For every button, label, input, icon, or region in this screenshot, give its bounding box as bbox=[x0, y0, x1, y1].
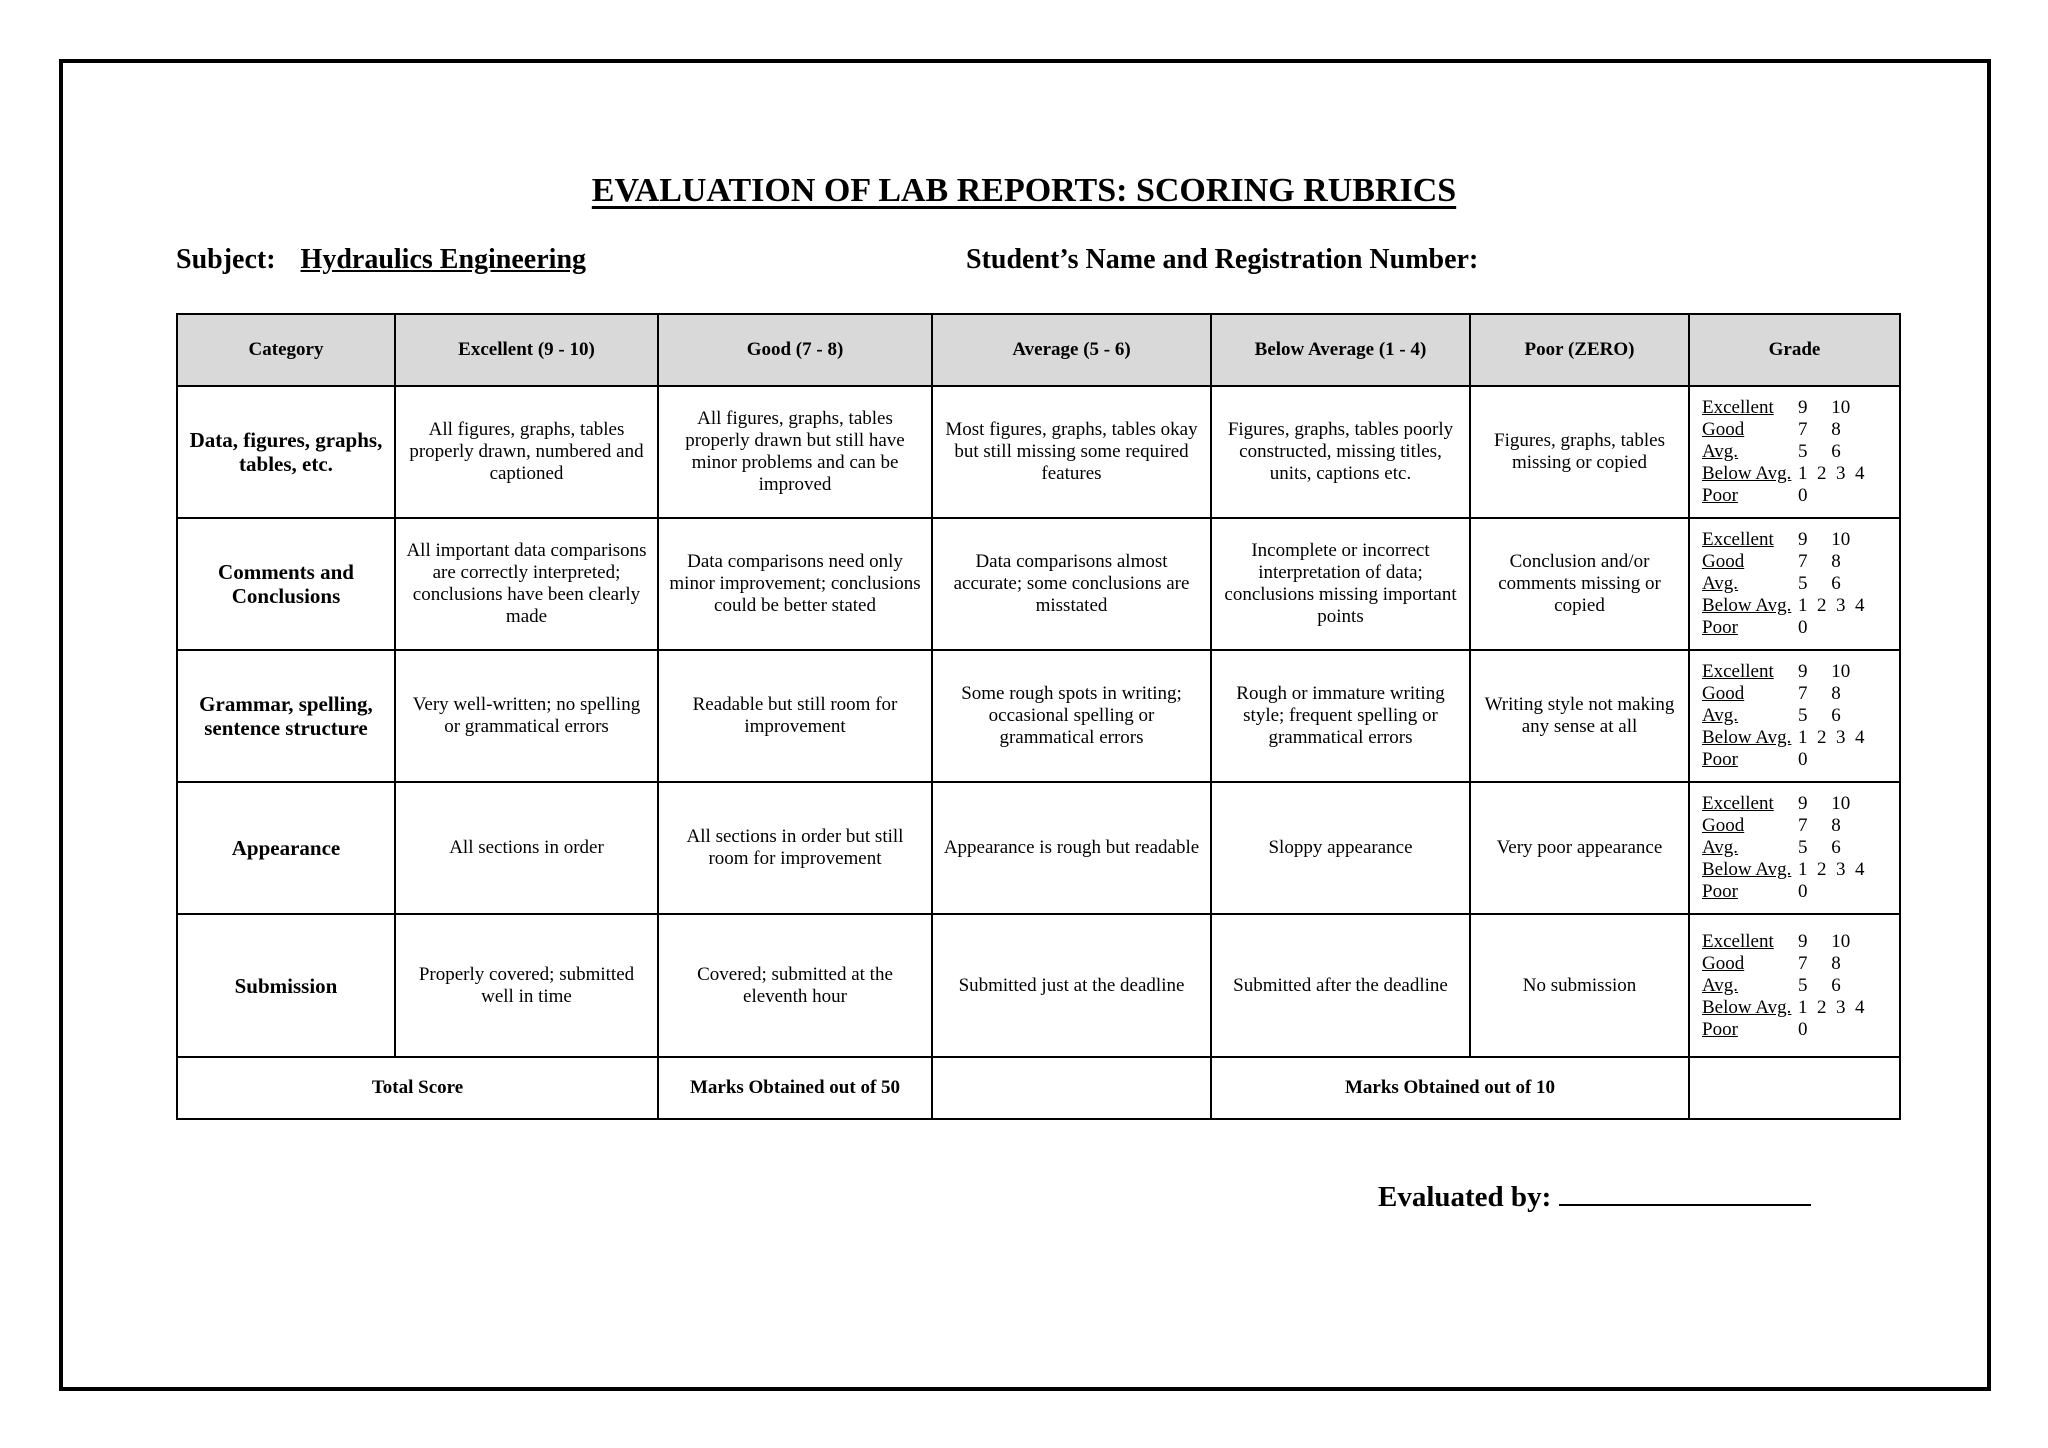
grade-scale-values: 9 10 bbox=[1798, 793, 1851, 814]
total-row bbox=[177, 1057, 1900, 1119]
grade-scale-line bbox=[1702, 1019, 1893, 1041]
header-good: Good (7 - 8) bbox=[658, 314, 932, 386]
grade-cell[interactable] bbox=[1689, 518, 1900, 650]
subject-line bbox=[176, 244, 586, 276]
marks-out-of-10-field[interactable] bbox=[1689, 1057, 1900, 1119]
subject-value: Hydraulics Engineering bbox=[300, 244, 587, 275]
grade-scale-label: Excellent bbox=[1702, 661, 1774, 682]
grade-scale-values: 7 8 bbox=[1798, 419, 1841, 440]
below-average-cell: Rough or immature writing style; frequent spelling or grammatical errors bbox=[1211, 650, 1470, 782]
header-category: Category bbox=[177, 314, 395, 386]
grade-scale-line bbox=[1702, 859, 1893, 881]
grade-scale-line bbox=[1702, 485, 1893, 507]
grade-scale-line bbox=[1702, 683, 1893, 705]
grade-scale-line bbox=[1702, 931, 1893, 953]
good-cell: Readable but still room for improvement bbox=[658, 650, 932, 782]
table-row bbox=[177, 518, 1900, 650]
grade-cell[interactable] bbox=[1689, 914, 1900, 1057]
header-below-average: Below Average (1 - 4) bbox=[1211, 314, 1470, 386]
grade-scale-label: Avg. bbox=[1702, 573, 1739, 594]
grade-scale-values: 1 2 3 4 bbox=[1798, 727, 1865, 748]
grade-scale-values: 1 2 3 4 bbox=[1798, 996, 1865, 1018]
grade-scale-values: 0 bbox=[1798, 881, 1808, 902]
category-cell: Appearance bbox=[177, 782, 395, 914]
table-row bbox=[177, 386, 1900, 518]
category-cell: Comments and Conclusions bbox=[177, 518, 395, 650]
below-average-cell: Sloppy appearance bbox=[1211, 782, 1470, 914]
poor-cell: Conclusion and/or comments missing or copied bbox=[1470, 518, 1689, 650]
marks-out-of-10-label: Marks Obtained out of 10 bbox=[1211, 1057, 1689, 1119]
grade-scale-values: 5 6 bbox=[1798, 705, 1841, 726]
grade-scale-line bbox=[1702, 529, 1893, 551]
header-excellent: Excellent (9 - 10) bbox=[395, 314, 658, 386]
average-cell: Appearance is rough but readable bbox=[932, 782, 1211, 914]
poor-cell: No submission bbox=[1470, 914, 1689, 1057]
good-cell: Covered; submitted at the eleventh hour bbox=[658, 914, 932, 1057]
grade-scale-line bbox=[1702, 727, 1893, 749]
header-row bbox=[177, 314, 1900, 386]
table-row bbox=[177, 914, 1900, 1057]
grade-scale-label: Below Avg. bbox=[1702, 463, 1792, 484]
grade-scale-values: 9 10 bbox=[1798, 930, 1851, 952]
grade-scale-line bbox=[1702, 419, 1893, 441]
header-average: Average (5 - 6) bbox=[932, 314, 1211, 386]
grade-scale-line bbox=[1702, 997, 1893, 1019]
grade-scale-line bbox=[1702, 441, 1893, 463]
grade-scale-values: 0 bbox=[1798, 485, 1808, 506]
average-cell: Most figures, graphs, tables okay but still missing some required features bbox=[932, 386, 1211, 518]
good-cell: Data comparisons need only minor improvement; conclusions could be better stated bbox=[658, 518, 932, 650]
grade-scale-label: Poor bbox=[1702, 617, 1738, 638]
grade-scale-label: Good bbox=[1702, 419, 1745, 440]
grade-scale-values: 1 2 3 4 bbox=[1798, 859, 1865, 880]
grade-scale-line bbox=[1702, 397, 1893, 419]
grade-scale-label: Good bbox=[1702, 815, 1745, 836]
grade-scale-label: Poor bbox=[1702, 881, 1738, 902]
grade-scale-values: 5 6 bbox=[1798, 837, 1841, 858]
marks-out-of-50-field[interactable] bbox=[932, 1057, 1211, 1119]
grade-cell[interactable] bbox=[1689, 386, 1900, 518]
grade-scale-values: 7 8 bbox=[1798, 815, 1841, 836]
signature-line[interactable] bbox=[1559, 1180, 1811, 1206]
grade-scale-label: Good bbox=[1702, 683, 1745, 704]
grade-cell[interactable] bbox=[1689, 782, 1900, 914]
grade-scale-label: Below Avg. bbox=[1702, 859, 1792, 880]
excellent-cell: All important data comparisons are correctly interpreted; conclusions have been clearly made bbox=[395, 518, 658, 650]
grade-scale-values: 7 8 bbox=[1798, 952, 1841, 974]
page-title: EVALUATION OF LAB REPORTS: SCORING RUBRICS bbox=[591, 172, 1457, 209]
category-cell: Data, figures, graphs, tables, etc. bbox=[177, 386, 395, 518]
poor-cell: Figures, graphs, tables missing or copied bbox=[1470, 386, 1689, 518]
grade-scale-label: Good bbox=[1702, 551, 1745, 572]
grade-scale-line bbox=[1702, 595, 1893, 617]
grade-scale-line bbox=[1702, 705, 1893, 727]
grade-scale-values: 5 6 bbox=[1798, 974, 1841, 996]
grade-scale-label: Below Avg. bbox=[1702, 996, 1792, 1018]
poor-cell: Very poor appearance bbox=[1470, 782, 1689, 914]
excellent-cell: All figures, graphs, tables properly drawn, numbered and captioned bbox=[395, 386, 658, 518]
grade-scale-label: Avg. bbox=[1702, 974, 1739, 996]
grade-scale-line bbox=[1702, 617, 1893, 639]
grade-scale-values: 5 6 bbox=[1798, 441, 1841, 462]
grade-scale-values: 0 bbox=[1798, 1018, 1808, 1040]
grade-scale-label: Poor bbox=[1702, 485, 1738, 506]
average-cell: Data comparisons almost accurate; some conclusions are misstated bbox=[932, 518, 1211, 650]
grade-scale-label: Excellent bbox=[1702, 397, 1774, 418]
grade-scale-label: Good bbox=[1702, 952, 1745, 974]
average-cell: Submitted just at the deadline bbox=[932, 914, 1211, 1057]
grade-scale-values: 7 8 bbox=[1798, 551, 1841, 572]
table-row bbox=[177, 650, 1900, 782]
grade-scale-line bbox=[1702, 881, 1893, 903]
grade-scale-line bbox=[1702, 815, 1893, 837]
grade-scale-values: 0 bbox=[1798, 749, 1808, 770]
grade-scale-label: Avg. bbox=[1702, 441, 1739, 462]
grade-scale-values: 9 10 bbox=[1798, 529, 1851, 550]
grade-scale-label: Poor bbox=[1702, 1018, 1738, 1040]
grade-scale-line bbox=[1702, 749, 1893, 771]
header-grade: Grade bbox=[1689, 314, 1900, 386]
grade-scale-values: 5 6 bbox=[1798, 573, 1841, 594]
grade-scale-values: 7 8 bbox=[1798, 683, 1841, 704]
total-score-label: Total Score bbox=[177, 1057, 658, 1119]
student-name-label: Student’s Name and Registration Number: bbox=[966, 244, 1479, 275]
grade-scale-line bbox=[1702, 551, 1893, 573]
grade-scale-values: 0 bbox=[1798, 617, 1808, 638]
grade-scale-values: 9 10 bbox=[1798, 397, 1851, 418]
poor-cell: Writing style not making any sense at all bbox=[1470, 650, 1689, 782]
grade-scale-values: 1 2 3 4 bbox=[1798, 463, 1865, 484]
excellent-cell: Very well-written; no spelling or grammatical errors bbox=[395, 650, 658, 782]
rubric-table bbox=[176, 313, 1901, 1120]
marks-out-of-50-label: Marks Obtained out of 50 bbox=[658, 1057, 932, 1119]
grade-scale-label: Excellent bbox=[1702, 529, 1774, 550]
category-cell: Grammar, spelling, sentence structure bbox=[177, 650, 395, 782]
evaluated-by bbox=[1378, 1180, 1811, 1214]
grade-scale-label: Avg. bbox=[1702, 837, 1739, 858]
grade-cell[interactable] bbox=[1689, 650, 1900, 782]
grade-scale-line bbox=[1702, 975, 1893, 997]
below-average-cell: Incomplete or incorrect interpretation of data; conclusions missing important points bbox=[1211, 518, 1470, 650]
grade-scale-line bbox=[1702, 463, 1893, 485]
grade-scale-label: Below Avg. bbox=[1702, 595, 1792, 616]
subject-label: Subject: bbox=[176, 244, 276, 275]
grade-scale-values: 9 10 bbox=[1798, 661, 1851, 682]
grade-scale-line bbox=[1702, 953, 1893, 975]
category-cell: Submission bbox=[177, 914, 395, 1057]
header-poor: Poor (ZERO) bbox=[1470, 314, 1689, 386]
below-average-cell: Figures, graphs, tables poorly constructed, missing titles, units, captions etc. bbox=[1211, 386, 1470, 518]
below-average-cell: Submitted after the deadline bbox=[1211, 914, 1470, 1057]
grade-scale-label: Excellent bbox=[1702, 930, 1774, 952]
table-row bbox=[177, 782, 1900, 914]
evaluated-by-label: Evaluated by: bbox=[1378, 1181, 1552, 1213]
grade-scale-values: 1 2 3 4 bbox=[1798, 595, 1865, 616]
good-cell: All sections in order but still room for improvement bbox=[658, 782, 932, 914]
grade-scale-label: Poor bbox=[1702, 749, 1738, 770]
good-cell: All figures, graphs, tables properly drawn but still have minor problems and can be improved bbox=[658, 386, 932, 518]
grade-scale-line bbox=[1702, 661, 1893, 683]
grade-scale-label: Excellent bbox=[1702, 793, 1774, 814]
grade-scale-line bbox=[1702, 837, 1893, 859]
grade-scale-label: Below Avg. bbox=[1702, 727, 1792, 748]
excellent-cell: All sections in order bbox=[395, 782, 658, 914]
grade-scale-line bbox=[1702, 573, 1893, 595]
grade-scale-line bbox=[1702, 793, 1893, 815]
excellent-cell: Properly covered; submitted well in time bbox=[395, 914, 658, 1057]
grade-scale-label: Avg. bbox=[1702, 705, 1739, 726]
average-cell: Some rough spots in writing; occasional spelling or grammatical errors bbox=[932, 650, 1211, 782]
